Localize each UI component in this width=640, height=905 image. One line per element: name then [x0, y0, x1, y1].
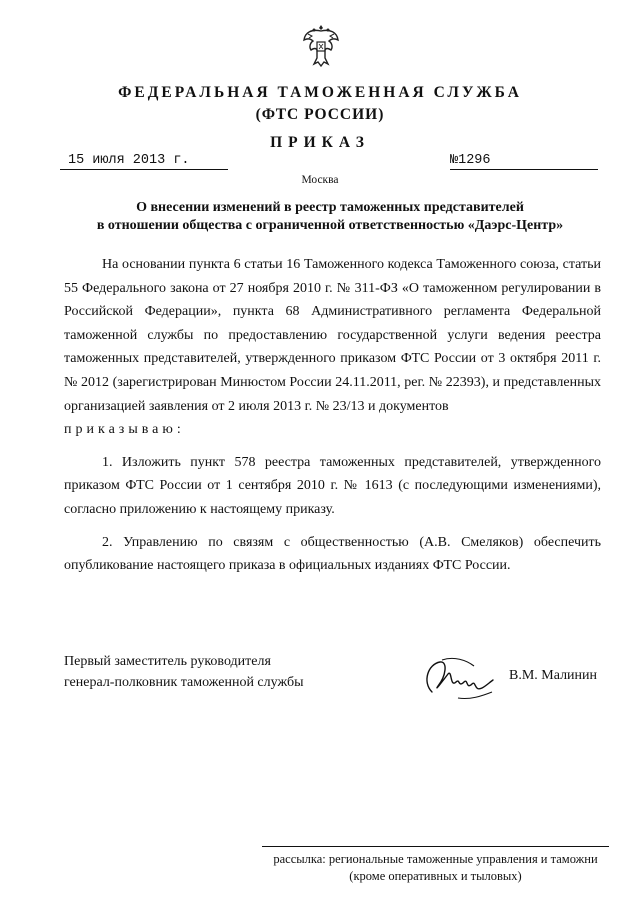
document-type: ПРИКАЗ	[270, 134, 370, 151]
document-title	[60, 199, 600, 235]
title-line-1: О внесении изменений в реестр таможенных представителей	[136, 200, 524, 215]
distribution-list	[262, 851, 609, 885]
organization-short-name: (ФТС РОССИИ)	[255, 106, 385, 123]
document-number: №1296	[450, 153, 598, 170]
signatory-position	[64, 651, 303, 693]
order-item-2: 2. Управлению по связям с общественностью (А.В. Смеляков) обеспечить опубликование настоящего приказа в официальных изданиях ФТС России.	[64, 534, 601, 574]
footer-divider	[262, 846, 609, 847]
signatory-position-line-1: Первый заместитель руководителя	[64, 654, 271, 669]
document-date: 15 июля 2013 г.	[60, 153, 228, 170]
state-emblem-icon	[302, 22, 340, 68]
distribution-line-1: рассылка: региональные таможенные управления и таможни	[273, 852, 598, 866]
organization-name: ФЕДЕРАЛЬНАЯ ТАМОЖЕННАЯ СЛУЖБА	[118, 84, 522, 101]
handwritten-signature	[418, 652, 496, 704]
document-body	[64, 253, 601, 578]
signatory-name: В.М. Малинин	[509, 668, 598, 683]
document-city: Москва	[301, 174, 339, 186]
signatory-position-line-2: генерал-полковник таможенной службы	[64, 675, 304, 690]
title-line-2: в отношении общества с ограниченной ответственностью «Даэрс-Центр»	[96, 218, 564, 233]
preamble-paragraph: На основании пункта 6 статьи 16 Таможенного кодекса Таможенного союза, статьи 55 Федерального закона от 27 ноября 2010 г. № 311-ФЗ «О таможенном регулировании в Российской Федерации», пункта 68 Административного регламента Федеральной таможенной службы по предоставлению государственной услуги ведения реестра таможенных представителей, утвержденного приказом ФТС России от 3 октября 2011 г. № 2012 (зарегистрирован Минюстом России 24.11.2011, рег. № 22393), и представленных организацией заявления от 2 июля 2013 г. № 23/13 и документов	[64, 257, 601, 414]
order-item-1: 1. Изложить пункт 578 реестра таможенных представителей, утвержденного приказом ФТС России от 1 сентября 2010 г. № 1613 (с последующими изменениями), согласно приложению к настоящему приказу.	[64, 454, 601, 517]
distribution-line-2: (кроме оперативных и тыловых)	[349, 869, 522, 883]
order-word: приказываю:	[64, 422, 185, 438]
